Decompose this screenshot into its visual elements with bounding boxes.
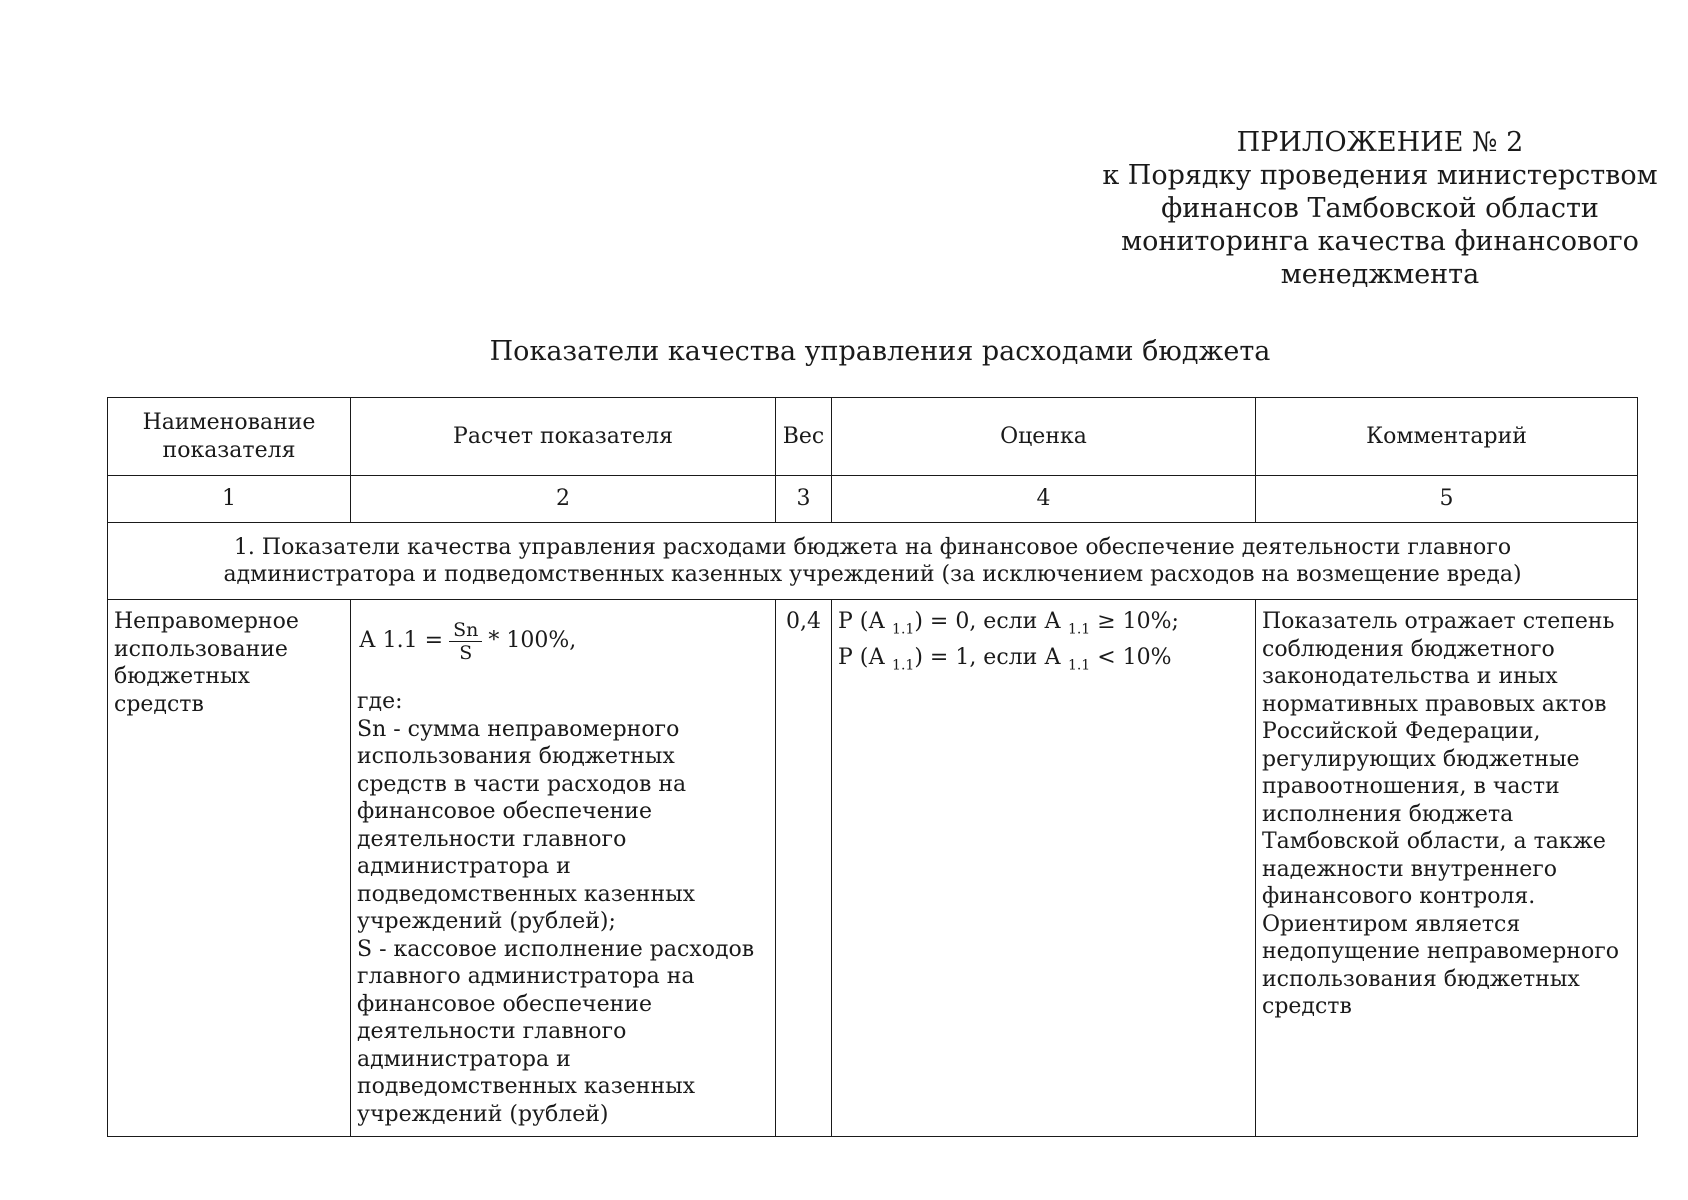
formula-rhs: * 100%, <box>488 628 577 654</box>
indicator-name: Неправомерное использование бюджетных средств <box>108 600 351 1137</box>
appendix-line: финансов Тамбовской области <box>1161 193 1599 224</box>
document-title: Показатели качества управления расходами бюджета <box>489 336 1271 367</box>
appendix-line: мониторинга качества финансового <box>1121 226 1639 257</box>
appendix-heading <box>1080 126 1680 291</box>
weight-value: 0,4 <box>776 600 832 1137</box>
score-line: Р (А $_{1.1}$) = 0, если А $_{1.1}$ ≥ 10%; <box>838 609 1179 638</box>
header-cell-calculation: Расчет показателя <box>351 398 776 476</box>
formula-fraction <box>449 619 482 664</box>
formula <box>359 608 769 674</box>
column-number-row <box>108 476 1638 523</box>
header-cell-score: Оценка <box>832 398 1256 476</box>
table-header-row <box>108 398 1638 476</box>
column-number: 1 <box>108 476 351 523</box>
header-cell-comment: Комментарий <box>1256 398 1638 476</box>
definition-s: S - кассовое исполнение расходов главного администратора на финансовое обеспечение деятельности главного администратора и подведомственных казенных учреждений (рублей) <box>357 936 755 1127</box>
definition-sn: Sn - сумма неправомерного использования бюджетных средств в части расходов на финансовое обеспечение деятельности главного администратора и подведомственных казенных учреждений (рублей); <box>357 716 696 934</box>
formula-numerator: Sn <box>449 619 482 642</box>
formula-lhs: А 1.1 = <box>359 628 444 654</box>
where-label: где: <box>357 689 403 714</box>
comment-cell: Показатель отражает степень соблюдения бюджетного законодательства и иных нормативных правовых актов Российской Федерации, регулирующих бюджетные правоотношения, в части исполнения бюджета Тамбовской области, а также надежности внутреннего финансового контроля. Ориентиром является недопущение неправомерного использования бюджетных средств <box>1256 600 1638 1137</box>
section-heading: 1. Показатели качества управления расходами бюджета на финансовое обеспечение деятельности главного администратора и подведомственных казенных учреждений (за исключением расходов на возмещение вреда) <box>108 523 1638 600</box>
appendix-line: ПРИЛОЖЕНИЕ № 2 <box>1236 127 1524 158</box>
table-row <box>108 600 1638 1137</box>
header-cell-weight: Вес <box>776 398 832 476</box>
score-line: Р (А $_{1.1}$) = 1, если А $_{1.1}$ < 10% <box>838 644 1172 674</box>
indicators-table <box>107 397 1638 1137</box>
appendix-line: менеджмента <box>1280 259 1480 290</box>
column-number: 5 <box>1256 476 1638 523</box>
column-number: 3 <box>776 476 832 523</box>
header-cell-name: Наименование показателя <box>108 398 351 476</box>
formula-denominator: S <box>459 641 473 664</box>
appendix-line: к Порядку проведения министерством <box>1102 160 1658 191</box>
column-number: 2 <box>351 476 776 523</box>
section-row <box>108 523 1638 600</box>
score-cell <box>832 600 1256 1137</box>
calculation-cell <box>351 600 776 1137</box>
column-number: 4 <box>832 476 1256 523</box>
